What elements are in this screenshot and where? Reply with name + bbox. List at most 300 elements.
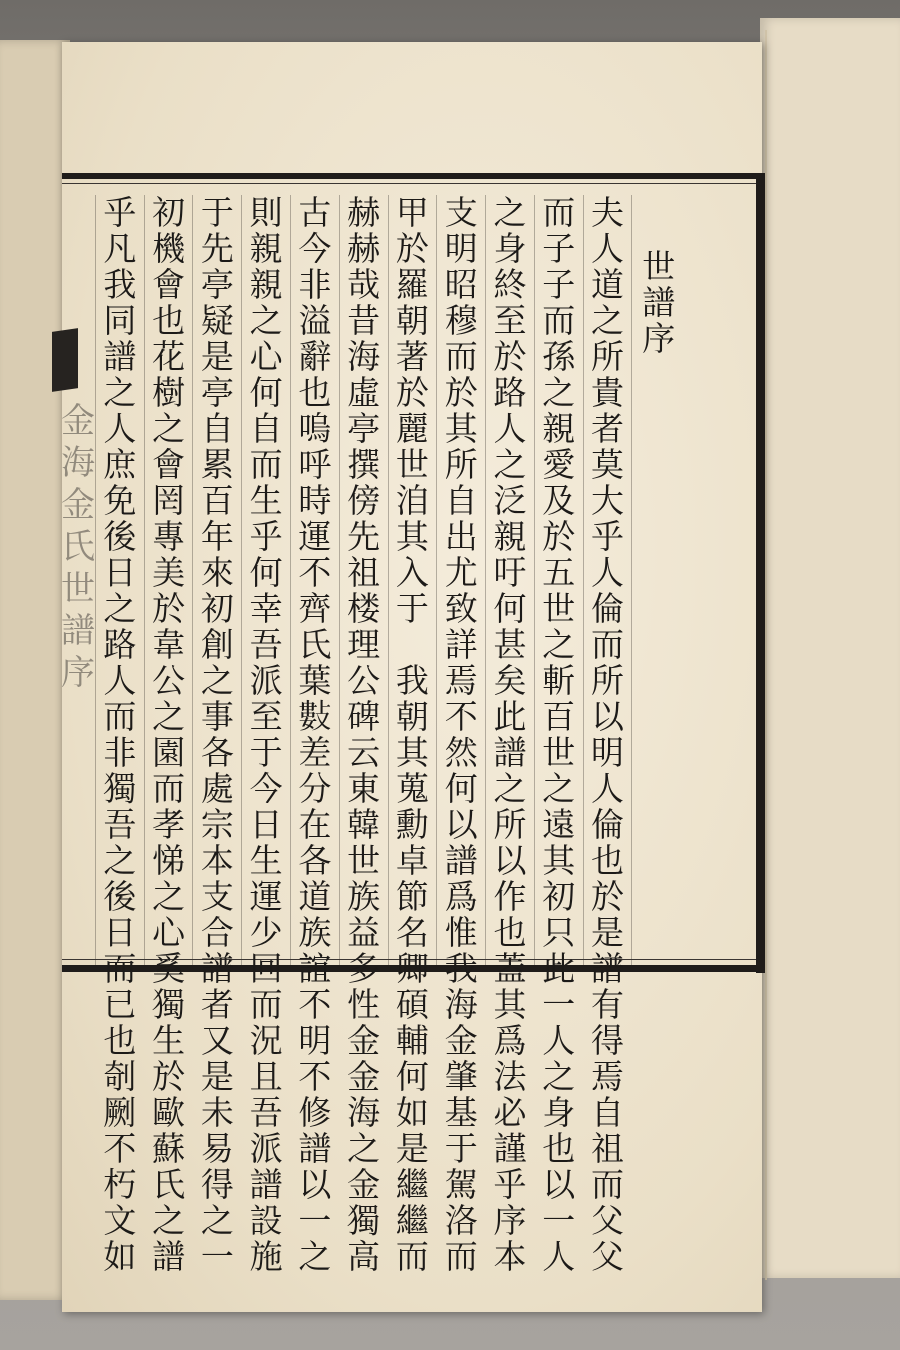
text-char: 我 (103, 265, 137, 304)
text-char: 心 (249, 337, 283, 376)
text-char: 路 (103, 625, 137, 664)
text-char: 於 (152, 1057, 186, 1096)
text-char: 撰 (347, 445, 381, 484)
text-char: 後 (103, 517, 137, 556)
text-char: 先 (347, 517, 381, 556)
text-char: 而 (542, 193, 576, 232)
text-char: 爲 (493, 1021, 527, 1060)
text-char: 身 (493, 229, 527, 268)
text-char: 之 (493, 193, 527, 232)
text-char: 必 (493, 1093, 527, 1132)
text-char: 之 (152, 1201, 186, 1240)
text-char: 是 (395, 1129, 429, 1168)
text-char: 莫 (590, 445, 624, 484)
text-char: 嗚 (298, 409, 332, 448)
text-char: 𢿘 (298, 697, 332, 736)
text-char: 易 (200, 1129, 234, 1168)
text-char: 剞 (103, 1057, 137, 1096)
text-char: 且 (249, 1057, 283, 1096)
text-char: 穆 (444, 301, 478, 340)
text-char: 樹 (152, 373, 186, 412)
text-char: 百 (200, 481, 234, 520)
text-char: 差 (298, 733, 332, 772)
spine-char: 譜 (61, 611, 95, 651)
text-char: 幸 (249, 589, 283, 628)
text-char: 麗 (395, 409, 429, 448)
text-char: 入 (395, 553, 429, 592)
text-char: 倫 (590, 589, 624, 628)
text-char: 古 (298, 193, 332, 232)
text-char: 之 (103, 841, 137, 880)
text-columns (95, 193, 685, 1276)
text-char: 本 (200, 841, 234, 880)
text-char: 於 (542, 517, 576, 556)
text-char: 我 (444, 949, 478, 988)
text-char: 其 (444, 409, 478, 448)
text-char: 繼 (395, 1201, 429, 1240)
text-char: 人 (542, 1237, 576, 1276)
text-char: 焉 (444, 661, 478, 700)
text-char: 乎 (590, 517, 624, 556)
text-char: 子 (542, 265, 576, 304)
text-char: 肇 (444, 1057, 478, 1096)
text-char: 宗 (200, 805, 234, 844)
text-char: 生 (152, 1021, 186, 1060)
text-char: 而 (590, 625, 624, 664)
text-char: 之 (103, 589, 137, 628)
text-char: 誼 (298, 949, 332, 988)
spine-char: 金 (61, 485, 95, 525)
text-char: 而 (152, 769, 186, 808)
text-char: 本 (493, 1237, 527, 1276)
text-char: 卓 (395, 841, 429, 880)
text-char: 來 (200, 553, 234, 592)
text-char: 此 (542, 949, 576, 988)
text-char: 公 (152, 661, 186, 700)
text-char: 則 (249, 193, 283, 232)
text-char: 免 (103, 481, 137, 520)
text-char: 云 (347, 733, 381, 772)
text-char: 何 (493, 589, 527, 628)
text-char: 日 (103, 553, 137, 592)
text-char: 各 (200, 733, 234, 772)
frame-top-thin-rule (62, 183, 762, 184)
text-char: 世 (347, 841, 381, 880)
text-char: 乎 (249, 517, 283, 556)
text-char: 明 (444, 229, 478, 268)
text-char: 日 (249, 805, 283, 844)
text-char: 自 (249, 409, 283, 448)
text-char: 得 (200, 1165, 234, 1204)
text-char: 于 (395, 589, 429, 628)
text-char: 親 (493, 517, 527, 556)
text-char: 之 (542, 625, 576, 664)
text-char: 世 (395, 445, 429, 484)
text-char: 溢 (298, 301, 332, 340)
text-char: 倫 (590, 805, 624, 844)
text-char: 何 (444, 769, 478, 808)
text-char: 之 (542, 769, 576, 808)
text-char: 楼 (347, 589, 381, 628)
text-char: 著 (395, 337, 429, 376)
text-char: 歐 (152, 1093, 186, 1132)
spine-char: 序 (61, 653, 95, 693)
text-char (396, 627, 429, 663)
text-char: 以 (542, 1165, 576, 1204)
text-char: 修 (298, 1093, 332, 1132)
text-char: 創 (200, 625, 234, 664)
text-char: 譜 (590, 949, 624, 988)
text-char: 洎 (395, 481, 429, 520)
text-char: 百 (542, 697, 576, 736)
text-char: 駕 (444, 1165, 478, 1204)
text-char: 之 (298, 1237, 332, 1276)
text-char: 序 (493, 1201, 527, 1240)
text-char: 遠 (542, 805, 576, 844)
text-char: 至 (249, 697, 283, 736)
text-char: 所 (590, 661, 624, 700)
title-char: 譜 (642, 283, 676, 322)
text-char: 基 (444, 1093, 478, 1132)
text-char: 貴 (590, 373, 624, 412)
text-char: 氏 (298, 625, 332, 664)
text-column (144, 193, 193, 1276)
text-char: 以 (590, 697, 624, 736)
text-char: 泛 (493, 481, 527, 520)
frame-right-rule (756, 173, 765, 973)
text-char: 悌 (152, 841, 186, 880)
text-char: 所 (493, 805, 527, 844)
text-char: 生 (249, 481, 283, 520)
text-char: 未 (200, 1093, 234, 1132)
text-char: 派 (249, 1129, 283, 1168)
text-char: 愛 (542, 445, 576, 484)
text-char: 然 (444, 733, 478, 772)
text-char: 路 (493, 373, 527, 412)
text-char: 獨 (103, 769, 137, 808)
text-char: 而 (249, 445, 283, 484)
text-char: 族 (298, 913, 332, 952)
text-char: 理 (347, 625, 381, 664)
text-char: 氏 (152, 1165, 186, 1204)
text-char: 是 (200, 337, 234, 376)
text-char: 乎 (103, 193, 137, 232)
text-char: 一 (542, 985, 576, 1024)
text-char: 赫 (347, 193, 381, 232)
text-char: 自 (590, 1093, 624, 1132)
text-char: 也 (542, 1129, 576, 1168)
text-char: 各 (298, 841, 332, 880)
text-char: 獨 (152, 985, 186, 1024)
text-char: 者 (590, 409, 624, 448)
text-char: 金 (347, 1021, 381, 1060)
text-char: 是 (200, 1057, 234, 1096)
text-char: 何 (395, 1057, 429, 1096)
text-char: 斬 (542, 661, 576, 700)
text-char: 人 (493, 409, 527, 448)
text-char: 美 (152, 553, 186, 592)
text-char: 不 (444, 697, 478, 736)
text-char: 分 (298, 769, 332, 808)
text-char: 人 (103, 661, 137, 700)
text-char: 親 (542, 409, 576, 448)
text-char: 專 (152, 517, 186, 556)
text-char: 也 (493, 913, 527, 952)
text-char: 孫 (542, 337, 576, 376)
text-char: 亭 (200, 373, 234, 412)
text-char: 支 (200, 877, 234, 916)
text-char: 五 (542, 553, 576, 592)
text-char: 齊 (298, 589, 332, 628)
text-char: 作 (493, 877, 527, 916)
text-char: 也 (103, 1021, 137, 1060)
text-char: 自 (200, 409, 234, 448)
text-char: 只 (542, 913, 576, 952)
text-char: 不 (298, 1057, 332, 1096)
text-char: 子 (542, 229, 576, 268)
text-char: 大 (590, 481, 624, 520)
text-char: 而 (103, 697, 137, 736)
text-char: 如 (395, 1093, 429, 1132)
text-char: 族 (347, 877, 381, 916)
text-char: 人 (103, 409, 137, 448)
text-column (534, 193, 583, 1276)
spine-char: 世 (61, 569, 95, 609)
text-char: 施 (249, 1237, 283, 1276)
text-char: 之 (152, 697, 186, 736)
text-char: 獨 (347, 1201, 381, 1240)
text-char: 焉 (590, 1057, 624, 1096)
text-char: 性 (347, 985, 381, 1024)
text-char: 庶 (103, 445, 137, 484)
text-char: 明 (298, 1021, 332, 1060)
text-char: 罔 (152, 481, 186, 520)
text-char: 不 (298, 553, 332, 592)
text-char: 初 (152, 193, 186, 232)
text-char: 初 (542, 877, 576, 916)
text-char: 虛 (347, 373, 381, 412)
text-char: 海 (444, 985, 478, 1024)
text-char: 日 (103, 913, 137, 952)
text-char: 如 (103, 1237, 137, 1276)
text-char: 之 (493, 445, 527, 484)
text-char: 是 (590, 913, 624, 952)
text-char: 公 (347, 661, 381, 700)
text-char: 韋 (152, 625, 186, 664)
text-char: 蒐 (395, 769, 429, 808)
text-char: 吾 (249, 1093, 283, 1132)
text-char: 東 (347, 769, 381, 808)
text-char: 於 (590, 877, 624, 916)
text-char: 不 (298, 985, 332, 1024)
text-char: 心 (152, 913, 186, 952)
text-char: 高 (347, 1237, 381, 1276)
text-char: 運 (298, 517, 332, 556)
title-char: 世 (642, 247, 676, 286)
text-char: 洛 (444, 1201, 478, 1240)
text-char: 其 (395, 517, 429, 556)
text-char: 今 (249, 769, 283, 808)
text-char: 于 (200, 193, 234, 232)
text-char: 之 (542, 1057, 576, 1096)
text-char: 之 (249, 301, 283, 340)
text-char: 其 (395, 733, 429, 772)
text-char: 詳 (444, 625, 478, 664)
text-char: 朝 (395, 697, 429, 736)
text-char: 道 (298, 877, 332, 916)
text-char: 海 (347, 1093, 381, 1132)
text-char: 而 (395, 1237, 429, 1276)
text-char: 不 (103, 1129, 137, 1168)
text-char: 於 (395, 229, 429, 268)
facing-page-edge (765, 30, 900, 1280)
text-char: 韓 (347, 805, 381, 844)
text-char: 處 (200, 769, 234, 808)
text-char: 事 (200, 697, 234, 736)
text-char: 明 (590, 733, 624, 772)
text-char: 劂 (103, 1093, 137, 1132)
text-char: 今 (298, 229, 332, 268)
text-char: 而 (444, 1237, 478, 1276)
text-char: 何 (249, 553, 283, 592)
title-char: 序 (642, 319, 676, 358)
text-char: 蓋 (493, 949, 527, 988)
text-char: 金 (444, 1021, 478, 1060)
text-char: 於 (493, 337, 527, 376)
text-char: 人 (590, 229, 624, 268)
text-char: 年 (200, 517, 234, 556)
text-char: 海 (347, 337, 381, 376)
text-char: 回 (249, 949, 283, 988)
text-char: 世 (542, 589, 576, 628)
text-char: 人 (590, 553, 624, 592)
text-column (241, 193, 290, 1276)
text-char: 非 (298, 265, 332, 304)
text-char: 也 (590, 841, 624, 880)
text-char: 祖 (590, 1129, 624, 1168)
text-char: 親 (249, 229, 283, 268)
text-char: 有 (590, 985, 624, 1024)
text-char: 昔 (347, 301, 381, 340)
text-char: 者 (200, 985, 234, 1024)
text-char: 之 (103, 373, 137, 412)
text-char: 合 (200, 913, 234, 952)
text-char: 哉 (347, 265, 381, 304)
text-column (290, 193, 339, 1276)
text-char: 于 (444, 1129, 478, 1168)
text-char: 之 (347, 1129, 381, 1168)
text-char: 之 (152, 877, 186, 916)
text-char: 凡 (103, 229, 137, 268)
text-char: 辭 (298, 337, 332, 376)
text-char: 文 (103, 1201, 137, 1240)
text-char: 尤 (444, 553, 478, 592)
text-char: 羅 (395, 265, 429, 304)
text-char: 況 (249, 1021, 283, 1060)
text-char: 吾 (103, 805, 137, 844)
text-char: 得 (590, 1021, 624, 1060)
text-char: 致 (444, 589, 478, 628)
text-char: 朽 (103, 1165, 137, 1204)
text-char: 父 (590, 1237, 624, 1276)
text-char: 其 (493, 985, 527, 1024)
text-char: 也 (298, 373, 332, 412)
text-char: 先 (200, 229, 234, 268)
text-char: 此 (493, 697, 527, 736)
text-char: 夫 (590, 193, 624, 232)
text-char: 會 (152, 265, 186, 304)
text-char: 傍 (347, 481, 381, 520)
text-char: 在 (298, 805, 332, 844)
text-char: 又 (200, 1021, 234, 1060)
text-char: 運 (249, 877, 283, 916)
text-char: 疑 (200, 301, 234, 340)
text-char: 吁 (493, 553, 527, 592)
text-char: 何 (249, 373, 283, 412)
text-char: 譜 (152, 1237, 186, 1276)
text-char: 勳 (395, 805, 429, 844)
text-char: 之 (200, 661, 234, 700)
text-char: 乎 (493, 1165, 527, 1204)
text-char: 吾 (249, 625, 283, 664)
text-char: 我 (395, 661, 429, 700)
text-char: 已 (103, 985, 137, 1024)
text-char: 終 (493, 265, 527, 304)
text-char: 至 (493, 301, 527, 340)
text-char: 而 (590, 1165, 624, 1204)
text-char: 譜 (103, 337, 137, 376)
text-char: 花 (152, 337, 186, 376)
text-char: 祖 (347, 553, 381, 592)
text-char: 及 (542, 481, 576, 520)
text-char: 之 (200, 1201, 234, 1240)
text-char: 自 (444, 481, 478, 520)
text-char: 以 (493, 841, 527, 880)
text-char: 園 (152, 733, 186, 772)
text-char: 亭 (200, 265, 234, 304)
text-char: 支 (444, 193, 478, 232)
text-char: 金 (347, 1165, 381, 1204)
text-char: 爲 (444, 877, 478, 916)
text-char: 甲 (395, 193, 429, 232)
text-char: 惟 (444, 913, 478, 952)
text-char: 而 (249, 985, 283, 1024)
text-char: 世 (542, 733, 576, 772)
text-char: 法 (493, 1057, 527, 1096)
text-char: 謹 (493, 1129, 527, 1168)
text-char: 出 (444, 517, 478, 556)
text-column (436, 193, 485, 1276)
spine-char: 氏 (61, 527, 95, 567)
text-char: 而 (444, 337, 478, 376)
text-char: 其 (542, 841, 576, 880)
text-char: 葉 (298, 661, 332, 700)
text-char: 朝 (395, 301, 429, 340)
text-char: 亭 (347, 409, 381, 448)
text-char: 矣 (493, 661, 527, 700)
text-column (485, 193, 534, 1276)
text-column (339, 193, 388, 1276)
text-char: 累 (200, 445, 234, 484)
text-char: 人 (542, 1021, 576, 1060)
text-char: 譜 (493, 733, 527, 772)
text-char: 親 (249, 265, 283, 304)
text-char: 于 (249, 733, 283, 772)
frame-top-rule (62, 173, 762, 179)
text-char: 之 (542, 373, 576, 412)
text-char: 之 (152, 409, 186, 448)
text-char: 而 (103, 949, 137, 988)
